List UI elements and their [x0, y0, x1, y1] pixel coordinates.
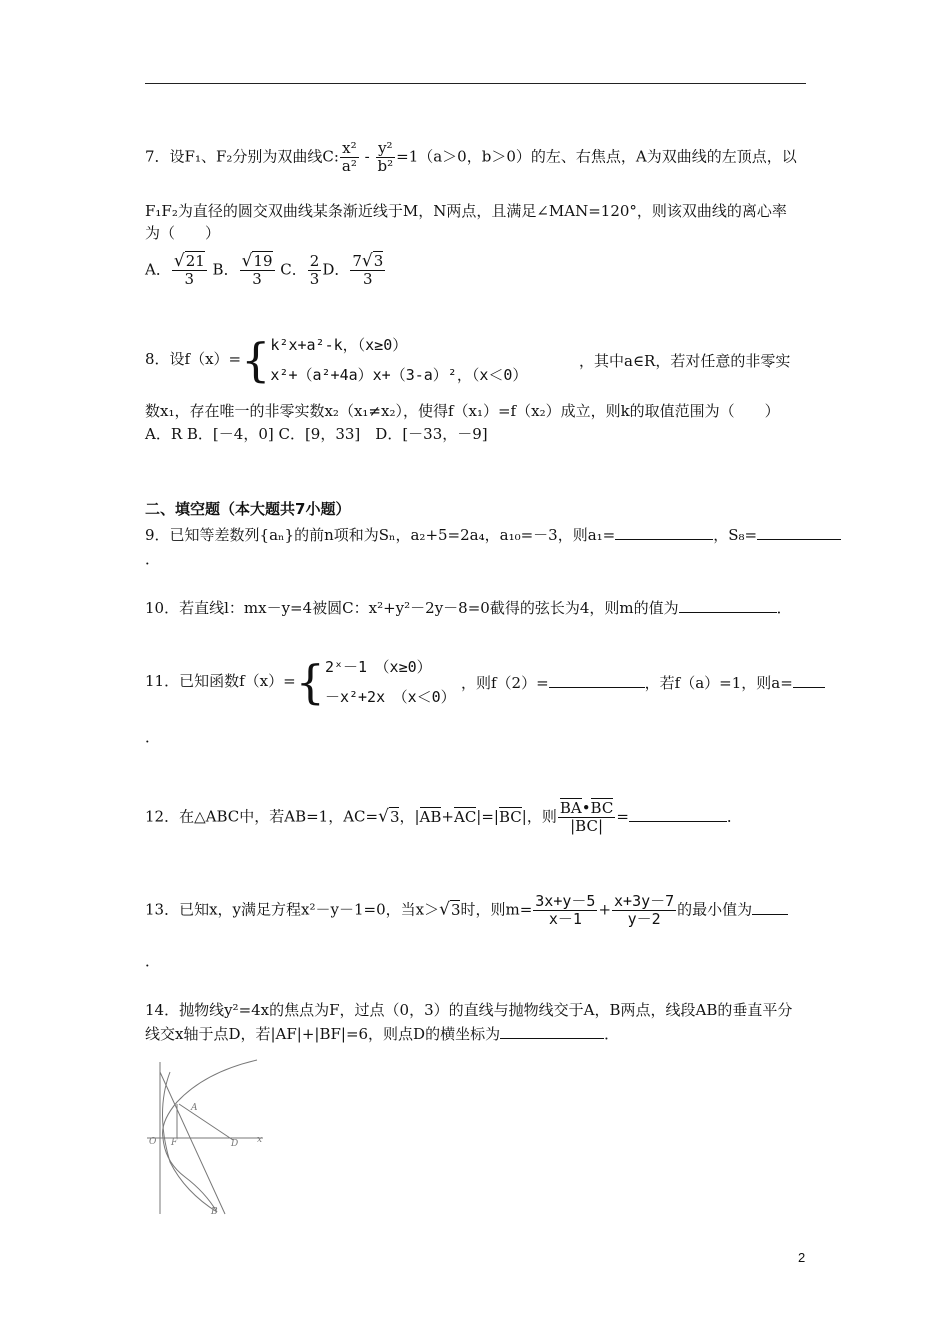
q10-blank[interactable] — [679, 598, 777, 613]
q9-text: 9．已知等差数列{aₙ}的前n项和为Sₙ，a₂+5=2a₄，a₁₀=－3，则a₁= — [145, 526, 616, 544]
q8-case1: k²x+a²-k，（x≥0） — [270, 336, 408, 354]
q9-blank-a1[interactable] — [615, 525, 713, 540]
q13-f2-num: x+3y－7 — [614, 892, 675, 910]
q11-text-a: ，若f（a）=1，则a= — [644, 674, 793, 692]
question-7-options — [145, 253, 806, 288]
q7-d-radicand: 3 — [373, 252, 384, 270]
q12-vector-ab: AB — [419, 807, 442, 826]
q7-a-den: 3 — [184, 270, 195, 288]
q7-frac1-num: x² — [340, 140, 359, 158]
q7-d-coef: 7 — [352, 252, 362, 270]
q12-vector-bc: BC — [498, 807, 522, 826]
q7-minus: - — [359, 147, 375, 166]
q7-opt-d: $\frac{7√3}{3}$ — [352, 251, 384, 288]
q7-d-den: 3 — [363, 270, 373, 288]
q11-text-f2: ，则f（2）= — [461, 674, 549, 692]
q12-num-bc: BC — [590, 799, 614, 817]
q8-case2: x²+（a²+4a）x+（3-a）²，（x＜0） — [270, 366, 528, 384]
question-8-options: A．R B．[－4，0] C．[9，33] D．[－33，－9] — [145, 425, 488, 443]
label-o: O — [149, 1137, 157, 1147]
question-8-line2: 数x₁，存在唯一的非零实数x₂（x₁≠x₂），使得f（x₁）=f（x₂）成立，则k的取值范围为（ ） — [145, 402, 780, 420]
q11-cases — [325, 652, 456, 712]
q13-frac2 — [612, 893, 676, 928]
q8-cases — [270, 330, 527, 390]
q10-end: ． — [776, 599, 792, 617]
q13-f2-den: y－2 — [627, 910, 661, 928]
q13-frac1 — [533, 893, 597, 928]
q12-end: ． — [726, 807, 742, 826]
question-7-line3: 为（ ） — [145, 224, 221, 242]
question-9 — [145, 524, 806, 546]
q7-b-den: 3 — [252, 270, 262, 288]
q11-stem: 11．已知函数f（x）= — [145, 672, 296, 690]
question-12: 12．在△ABC中，若AB=1，AC=√3，|AB+AC|=|BC|，则 $\frac{BA•BC}{|BC|}$ = ． — [145, 799, 742, 835]
q9-end: ． — [145, 550, 161, 568]
q12-dot: • — [581, 799, 591, 817]
question-14-line1: 14．抛物线y²=4x的焦点为F，过点（0，3）的直线与抛物线交于A，B两点，线段AB的垂直平分 — [145, 1001, 793, 1019]
q13-end: ． — [145, 952, 161, 970]
q12-radicand: 3 — [389, 807, 400, 826]
q12-plus: + — [441, 807, 454, 826]
q9-text-s8: ，S₈= — [713, 526, 758, 544]
q13-blank[interactable] — [752, 900, 788, 915]
q7-a-radicand: 21 — [185, 252, 205, 270]
q12-blank[interactable] — [629, 807, 727, 822]
q11-blank-f2[interactable] — [549, 673, 645, 688]
q7-stem: 7．设F₁、F₂分别为双曲线C: — [145, 147, 339, 166]
label-d: D — [231, 1139, 239, 1149]
q11-cont — [461, 672, 825, 694]
q7-stem-cont: =1（a＞0，b＞0）的左、右焦点，A为双曲线的左顶点，以 — [396, 147, 797, 166]
q12-abs-mid: |=| — [476, 807, 499, 826]
q13-text-min: 的最小值为 — [677, 900, 753, 919]
q12-frac — [558, 800, 616, 835]
q12-text: 12．在△ABC中，若AB=1，AC= — [145, 807, 379, 826]
q7-frac1 — [340, 140, 359, 175]
question-7-line2: F₁F₂为直径的圆交双曲线某条渐近线于M，N两点，且满足∠MAN=120°，则该双曲线的离心率 — [145, 202, 787, 220]
q8-stem: 8．设f（x）= — [145, 350, 242, 368]
q11-case2: －x²+2x （x＜0） — [324, 688, 456, 706]
q7-opt-d-label: D． — [322, 260, 350, 279]
label-f: F — [171, 1138, 178, 1148]
label-b: B — [211, 1207, 218, 1216]
question-7-line1 — [145, 140, 806, 175]
q14-end: ． — [604, 1025, 620, 1043]
q13-plus: + — [598, 900, 612, 919]
q7-b-radicand: 19 — [253, 252, 273, 270]
section-2-heading: 二、填空题（本大题共7小题） — [145, 500, 351, 518]
q13-f1-num: 3x+y－5 — [535, 892, 596, 910]
header-rule — [145, 83, 806, 84]
q13-text-m: 时，则m= — [460, 900, 533, 919]
question-8-line1 — [145, 330, 806, 390]
q7-frac2-den: b² — [377, 157, 394, 175]
q7-opt-c — [308, 253, 322, 288]
question-11 — [145, 652, 806, 712]
q12-num-ba: BA — [559, 799, 582, 817]
question-13: 13．已知x，y满足方程x²－y－1=0，当x＞√3时，则m= $\frac{3x+y-5}{x-1}$ + $\frac{x+3y-7}{y-2}$ 的最小值为 — [145, 893, 806, 928]
label-x: x — [257, 1135, 263, 1145]
bisector-line — [179, 1104, 233, 1140]
q8-brace: { — [241, 333, 271, 387]
q7-opt-c-label: C． — [275, 260, 307, 279]
q7-frac2 — [376, 140, 396, 175]
q12-eq: = — [616, 807, 629, 826]
q14-blank[interactable] — [500, 1024, 604, 1039]
q12-then: |，则 — [521, 807, 557, 826]
q12-den: |BC| — [570, 817, 604, 835]
q7-frac1-den: a² — [341, 157, 357, 175]
parabola-figure — [145, 1052, 275, 1216]
q7-opt-b-label: B． — [207, 260, 239, 279]
q13-radicand: 3 — [450, 900, 461, 919]
question-10 — [145, 597, 806, 619]
q7-opt-b: $\frac{√19}{3}$ — [241, 251, 273, 288]
q7-opt-a-label: A． — [145, 260, 171, 279]
q12-vector-ac: AC — [453, 807, 477, 826]
question-14-line2 — [145, 1023, 806, 1045]
q13-text: 13．已知x，y满足方程x²－y－1=0，当x＞ — [145, 900, 440, 919]
q11-case1: 2ˣ－1 （x≥0） — [324, 658, 432, 676]
q12-abs-open: ，| — [399, 807, 420, 826]
q11-end: ． — [145, 728, 161, 746]
q11-blank-a[interactable] — [793, 673, 825, 688]
q14-text: 线交x轴于点D，若|AF|+|BF|=6，则点D的横坐标为 — [145, 1025, 501, 1043]
q7-c-num: 2 — [309, 252, 320, 270]
q10-text: 10．若直线l：mx－y=4被圆C：x²+y²－2y－8=0截得的弦长为4，则m的值为 — [145, 599, 679, 617]
q11-brace: { — [295, 655, 325, 709]
q8-stem-cont: ，其中a∈R，若对任意的非零实 — [579, 352, 791, 370]
q7-opt-a: $\frac{√21}{3}$ — [173, 251, 205, 288]
q9-blank-s8[interactable] — [757, 525, 841, 540]
label-a: A — [191, 1103, 198, 1113]
q7-c-den: 3 — [309, 270, 320, 288]
page-number: 2 — [798, 1250, 806, 1265]
q7-frac2-num: y² — [376, 140, 396, 158]
q13-f1-den: x－1 — [548, 910, 582, 928]
